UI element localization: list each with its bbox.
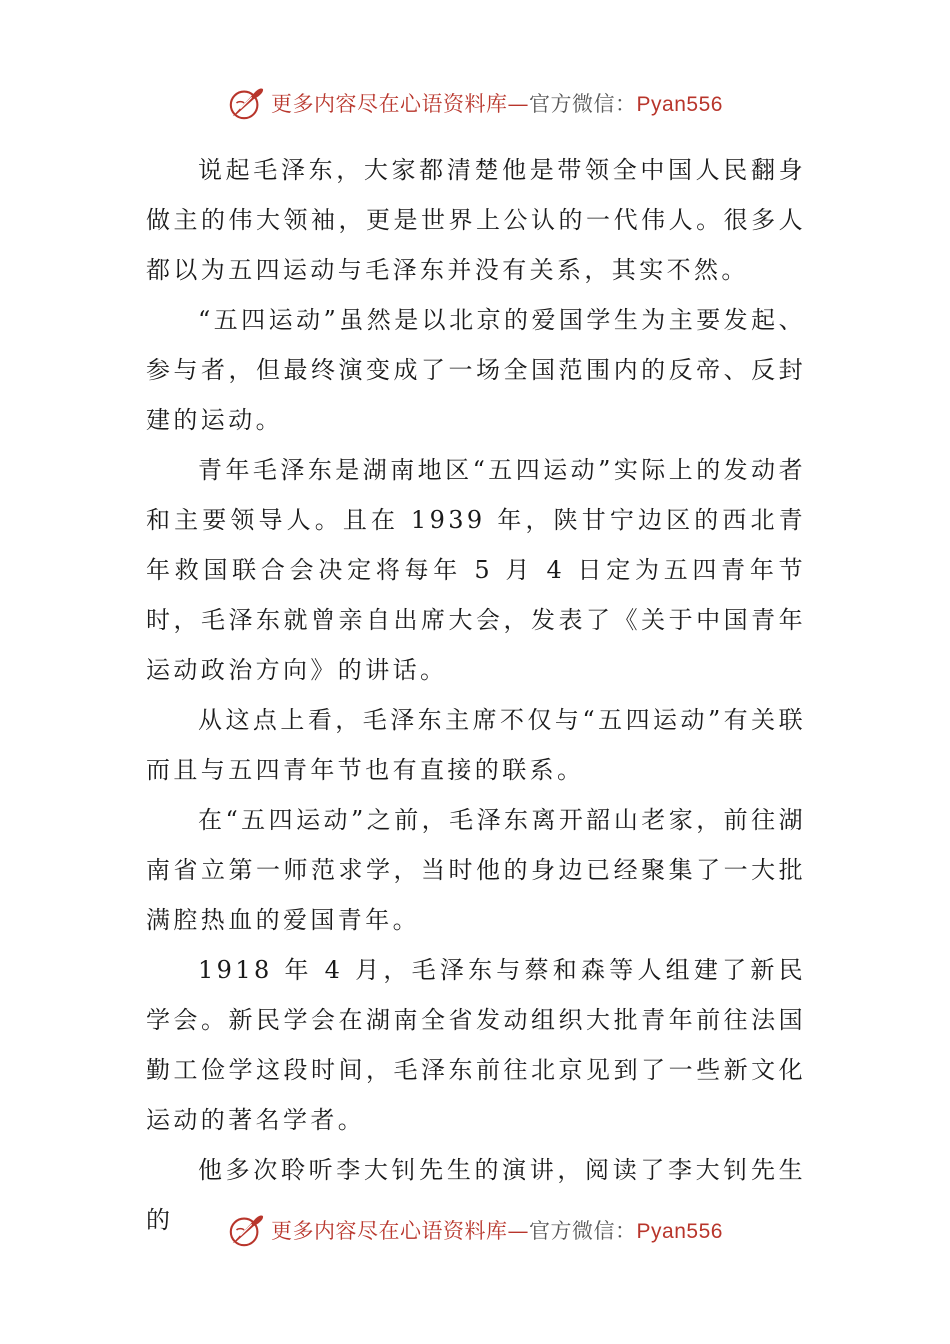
banner-text: [271, 88, 723, 118]
paragraph: “五四运动”虽然是以北京的爱国学生为主要发起、参与者，但最终演变成了一场全国范围内的反帝、反封建的运动。: [146, 306, 806, 434]
paragraph: 说起毛泽东，大家都清楚他是带领全中国人民翻身做主的伟大领袖，更是世界上公认的一代伟人。很多人都以为五四运动与毛泽东并没有关系，其实不然。: [146, 156, 806, 284]
banner-wechat-id: Pyan556: [636, 93, 723, 116]
quill-logo-icon: [227, 1211, 265, 1249]
paragraph: 青年毛泽东是湖南地区“五四运动”实际上的发动者和主要领导人。且在 1939 年，陕甘宁边区的西北青年救国联合会决定将每年 5 月 4 日定为五四青年节时，毛泽东就曾亲自出席大会，发表了《关于中国青年运动政治方向》的讲话。: [146, 456, 806, 684]
banner-wechat-label: 官方微信：: [529, 92, 637, 116]
banner-text: [271, 1215, 723, 1245]
paragraph: 他多次聆听李大钊先生的演讲，阅读了李大钊先生的: [146, 1156, 806, 1234]
banner-wechat-label: 官方微信：: [529, 1219, 637, 1243]
paragraph: 1918 年 4 月，毛泽东与蔡和森等人组建了新民学会。新民学会在湖南全省发动组织大批青年前往法国勤工俭学这段时间，毛泽东前往北京见到了一些新文化运动的著名学者。: [146, 956, 806, 1134]
header-banner: [0, 80, 950, 126]
paragraph: 从这点上看，毛泽东主席不仅与“五四运动”有关联而且与五四青年节也有直接的联系。: [146, 706, 806, 784]
banner-brand-text: 更多内容尽在心语资料库—: [271, 92, 530, 116]
paragraph: 在“五四运动”之前，毛泽东离开韶山老家，前往湖南省立第一师范求学，当时他的身边已经聚集了一大批满腔热血的爱国青年。: [146, 806, 806, 934]
document-body: [146, 145, 806, 1245]
banner-wechat-id: Pyan556: [636, 1220, 723, 1243]
footer-banner: [0, 1207, 950, 1253]
quill-logo-icon: [227, 84, 265, 122]
banner-brand-text: 更多内容尽在心语资料库—: [271, 1219, 530, 1243]
